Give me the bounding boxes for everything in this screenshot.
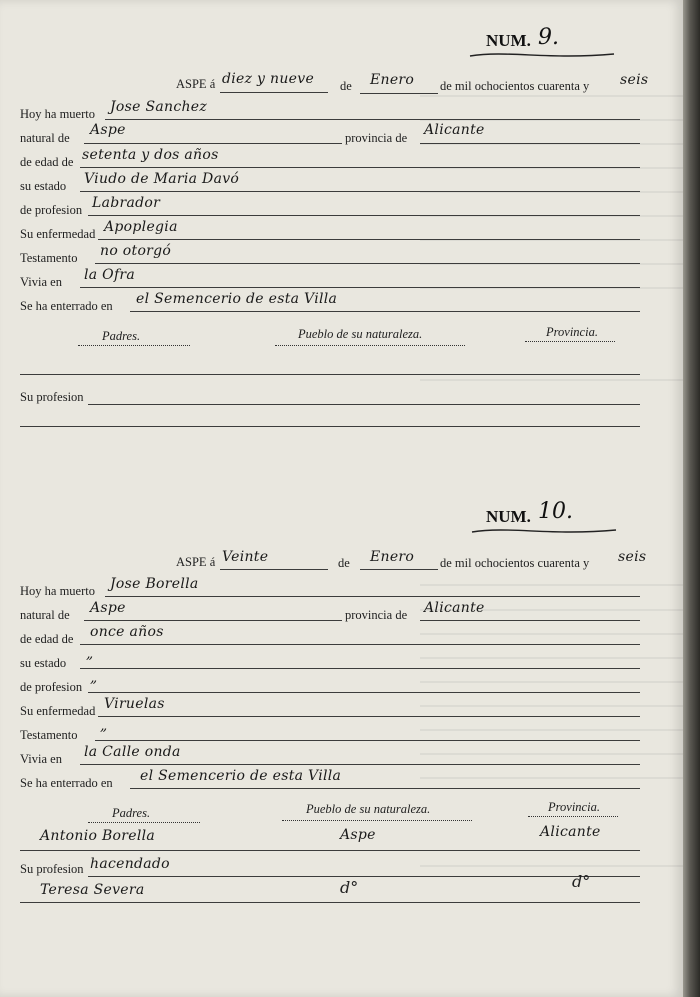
place-label: ASPE á <box>176 555 216 569</box>
hoy-label: Hoy ha muerto <box>20 584 95 598</box>
name-value: Jose Sanchez <box>110 99 208 115</box>
natural-label: natural de <box>20 608 70 622</box>
profesion-value: „ <box>90 670 98 686</box>
natural-label: natural de <box>20 131 70 145</box>
profesion-rule <box>88 692 640 693</box>
year-suffix: seis <box>618 549 647 565</box>
day-rule <box>220 92 328 93</box>
su-profesion-label: Su profesion <box>20 862 84 876</box>
de-label: de <box>338 556 350 570</box>
name-rule <box>105 596 640 597</box>
enfermedad-value: Apoplegia <box>104 219 178 235</box>
edad-rule <box>80 167 640 168</box>
name-value: Jose Borella <box>110 576 199 592</box>
su-profesion-rule <box>88 404 640 405</box>
natural-rule <box>84 143 342 144</box>
natural-value: Aspe <box>90 600 126 616</box>
padres-header: Padres. <box>112 806 151 820</box>
enterrado-value: el Semencerio de esta Villa <box>136 291 338 307</box>
provincia-rule <box>420 620 640 621</box>
enfermedad-value: Viruelas <box>104 696 165 712</box>
month-value: Enero <box>370 549 415 565</box>
edad-label: de edad de <box>20 632 74 646</box>
testamento-label: Testamento <box>20 728 78 742</box>
profesion-padres-value: hacendado <box>90 856 170 872</box>
provincia-header-rule <box>525 341 615 342</box>
madre-value: Teresa Severa <box>40 882 145 898</box>
provincia-label: provincia de <box>345 608 408 622</box>
pueblo-header: Pueblo de su naturaleza. <box>298 327 423 341</box>
day-rule <box>220 569 328 570</box>
su-profesion-label: Su profesion <box>20 390 84 404</box>
provincia-padres-value: Alicante <box>540 824 601 840</box>
madre-rule <box>20 902 640 903</box>
enfermedad-rule <box>98 716 640 717</box>
ditto-mark: d° <box>340 878 359 897</box>
estado-value: Viudo de Maria Davó <box>84 171 240 187</box>
pueblo-header: Pueblo de su naturaleza. <box>306 802 431 816</box>
estado-rule <box>80 668 640 669</box>
profesion-rule <box>88 215 640 216</box>
flourish-icon <box>470 524 620 538</box>
pueblo-header-rule <box>282 820 472 821</box>
edad-value: once años <box>90 624 164 640</box>
natural-rule <box>84 620 342 621</box>
profesion-label: de profesion <box>20 203 83 217</box>
provincia-header: Provincia. <box>548 800 600 814</box>
testamento-rule <box>95 263 640 264</box>
book-edge <box>683 0 700 997</box>
name-rule <box>105 119 640 120</box>
month-rule <box>360 569 438 570</box>
padres-rule <box>20 850 640 851</box>
entry-number-value: 10. <box>538 499 573 524</box>
estado-value: „ <box>86 646 94 662</box>
provincia-header-rule <box>528 816 618 817</box>
estado-label: su estado <box>20 179 67 193</box>
estado-label: su estado <box>20 656 67 670</box>
vivia-rule <box>80 764 640 765</box>
edad-label: de edad de <box>20 155 74 169</box>
year-label: de mil ochocientos cuarenta y <box>440 79 590 93</box>
testamento-label: Testamento <box>20 251 78 265</box>
vivia-label: Vivia en <box>20 752 62 766</box>
profesion-value: Labrador <box>92 195 161 211</box>
entry-number-label: NUM. <box>486 507 531 526</box>
provincia-header: Provincia. <box>546 325 598 339</box>
provincia-rule <box>420 143 640 144</box>
enfermedad-rule <box>98 239 640 240</box>
vivia-value: la Calle onda <box>84 744 181 760</box>
enterrado-rule <box>130 788 640 789</box>
enterrado-label: Se ha enterrado en <box>20 776 113 790</box>
provincia-value: Alicante <box>424 600 485 616</box>
month-value: Enero <box>370 72 415 88</box>
testamento-value: no otorgó <box>100 243 172 259</box>
pueblo-header-rule <box>275 345 465 346</box>
enfermedad-label: Su enfermedad <box>20 704 96 718</box>
month-rule <box>360 93 438 94</box>
day-value: diez y nueve <box>222 71 315 87</box>
enterrado-label: Se ha enterrado en <box>20 299 113 313</box>
flourish-icon <box>468 48 618 62</box>
edad-value: setenta y dos años <box>82 147 219 163</box>
madre-rule <box>20 426 640 427</box>
place-label: ASPE á <box>176 77 216 91</box>
year-label: de mil ochocientos cuarenta y <box>440 556 590 570</box>
padres-rule <box>20 374 640 375</box>
su-profesion-rule <box>88 876 640 877</box>
hoy-label: Hoy ha muerto <box>20 107 95 121</box>
estado-rule <box>80 191 640 192</box>
padres-header: Padres. <box>102 329 141 343</box>
ditto-mark: d° <box>572 872 591 891</box>
entry-number-label: NUM. <box>486 31 531 50</box>
year-suffix: seis <box>620 72 649 88</box>
vivia-label: Vivia en <box>20 275 62 289</box>
provincia-value: Alicante <box>424 122 485 138</box>
enterrado-value: el Semencerio de esta Villa <box>140 768 342 784</box>
edad-rule <box>80 644 640 645</box>
vivia-rule <box>80 287 640 288</box>
testamento-value: „ <box>100 718 108 734</box>
vivia-value: la Ofra <box>84 267 136 283</box>
de-label: de <box>340 79 352 93</box>
enterrado-rule <box>130 311 640 312</box>
provincia-label: provincia de <box>345 131 408 145</box>
testamento-rule <box>95 740 640 741</box>
padres-header-rule <box>78 345 190 346</box>
enfermedad-label: Su enfermedad <box>20 227 96 241</box>
pueblo-value: Aspe <box>340 827 376 843</box>
profesion-label: de profesion <box>20 680 83 694</box>
entry-number-value: 9. <box>538 25 559 50</box>
padre-value: Antonio Borella <box>40 828 156 844</box>
padres-header-rule <box>88 822 200 823</box>
natural-value: Aspe <box>90 122 126 138</box>
day-value: Veinte <box>222 549 269 565</box>
